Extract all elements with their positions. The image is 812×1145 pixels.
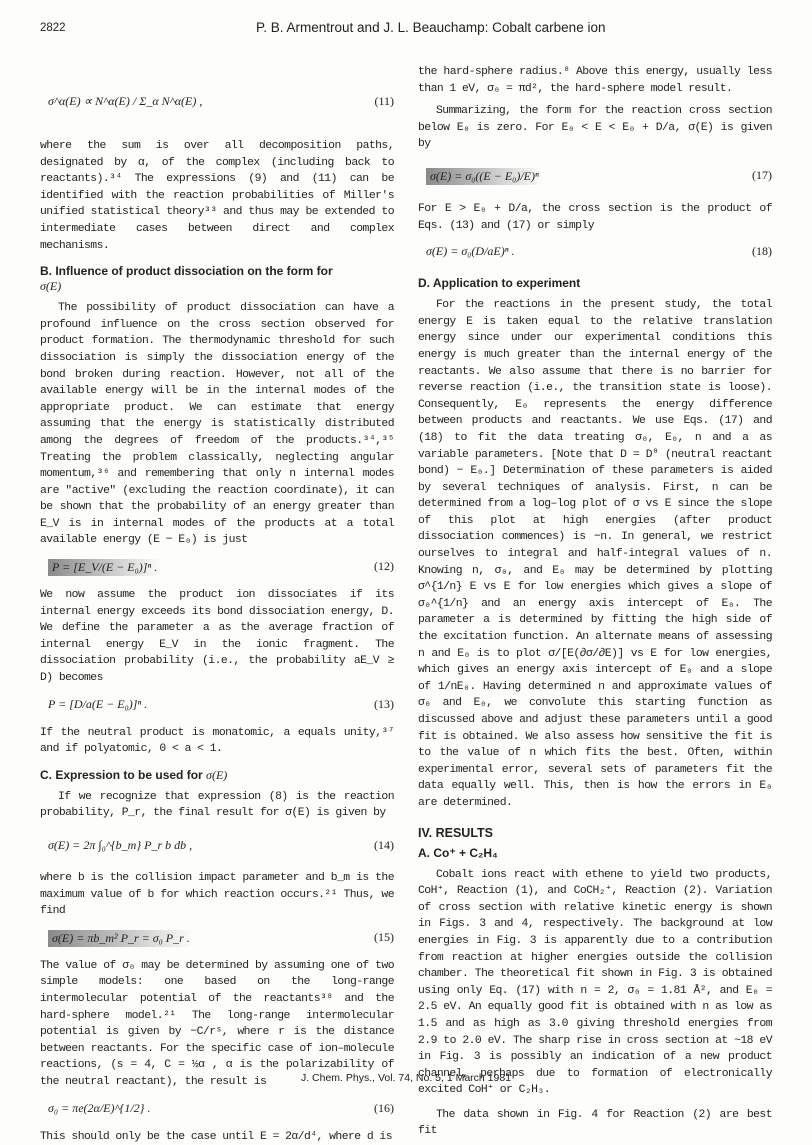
paragraph: The possibility of product dissociation can have a profound influence on the cross section observed for product formation. The thermodynamic threshold for such dissociation is simply the dissociation energy of the bond broken during reaction. However, not all of the available energy will be in the internal modes of the appropriate product. We can estimate that energy assuming that the energy is statistically distributed among the degrees of freedom of the products.³⁴,³⁵ Treating the problem classically, neglecting angular momentum,³⁶ and remembering that only n internal modes are "active" (excluding the reaction coordinate), it can be shown that the probability of an energy greater than E_V is in internal modes of the products at a total available energy (E − E₀) is just [40,302,394,547]
paragraph: We now assume the product ion dissociates if its internal energy exceeds its bond dissociation energy, D. We define the parameter a as the average fraction of internal energy E_V in the ionic fragment. The dissociation probability (i.e., the probability aE_V ≥ D) becomes [40,589,394,685]
paragraph: For E > E₀ + D/a, the cross section is the product of Eqs. (13) and (17) or simply [418,202,772,232]
section-heading-c-symbol: σ(E) [206,767,228,782]
equation-17 [418,159,772,195]
equation-13-expression: P = [D/a(E − E₀)]ⁿ . [48,696,148,711]
paragraph: where b is the collision impact parameter and b_m is the maximum value of b for which reaction occurs.²¹ Thus, we find [40,872,394,918]
equation-16-expression: σ₀ = πe(2α/E)^{1/2} . [48,1100,151,1115]
equation-17-expression: σ(E) = σ₀((E − E₀)/E)ⁿ [426,168,543,185]
equation-15-number: (15) [374,929,394,944]
equation-12 [40,555,394,581]
equation-18 [418,240,772,266]
section-heading-results: IV. RESULTS [418,825,494,840]
paragraph: This should only be the case until E = 2α/d⁴, where d is [40,1130,392,1143]
equation-12-number: (12) [374,559,394,574]
paragraph: The value of σ₀ may be determined by assuming one of two simple models: one based on the long-range intermolecular potential of the reactants³⁸ and the hard-sphere model.²¹ The long-range intermolecular potential is given by −C/rˢ, where r is the distance between reactants. For the specific case of ion–molecule reactions, (s = 4, C = ½α , α is the polarizability of the neutral reactant), the result is [40,959,394,1088]
section-heading-c-text: C. Expression to be used for [40,767,203,782]
paragraph: where the sum is over all decomposition paths, designated by α, of the complex (including back to reactants).³⁴ The expressions (9) and (11) can be identified with the reaction probabilities of Miller's unified statistical theory³³ and thus may be extended to intermediate cases between direct and complex mechanisms. [40,140,394,252]
paragraph: If the neutral product is monatomic, a equals unity,³⁷ and if polyatomic, 0 < a < 1. [40,726,394,756]
equation-17-number: (17) [752,167,772,182]
equation-15 [40,926,394,952]
equation-13 [40,693,394,719]
equation-16 [40,1097,394,1123]
running-title: P. B. Armentrout and J. L. Beauchamp: Cobalt carbene ion [256,20,606,35]
journal-citation: J. Chem. Phys., Vol. 74, No. 5, 1 March 1981 [300,1072,512,1084]
equation-14 [40,828,394,864]
section-heading-b-symbol: σ(E) [40,279,62,294]
section-heading-a: A. Co⁺ + C₂H₄ [418,845,498,860]
paragraph: For the reactions in the present study, the total energy E is taken equal to the relative translation energy since under our experimental conditions this energy is much greater than the internal energy of the reactants. We also assume that there is no barrier for reverse reaction (i.e., the transition state is loose). Consequently, E₀ represents the energy difference between products and reactants. We use Eqs. (17) and (18) to fit the data treating σ₀, E₀, n and a as variable parameters. [Note that D = D⁰ (neutral reactant bond) − E₀.] Determination of these parameters is aided by several techniques of analysis. First, n can be determined from a log–log plot of σ vs E since the slope of this plot at high energies (after product dissociation commences) is −n. In general, we restrict ourselves to integral and half-integral values of n. Knowing n, σ₀, and E₀ may be determined by plotting σ^{1/n} E vs E for low energies which gives a slope of σ₀^{1/n} and an energy axis intercept of E₀. The parameter a is determined by fitting the high side of the excitation function. An alternate means of assessing n and E₀ is to plot σ/[E(∂σ/∂E)] vs E for low energies, which gives an energy axis intercept of E₀ and a slope of 1/nE₀. Having determined n and approximate values of σ₀ and E₀, we convolute this starting function as discussed above and adjust these parameters until a good fit is obtained. We also assess how sensitive the fit is to the value of n which fits the best. Often, within experimental error, several sets of parameters fit the data equally well. This, then is how the errors in E₀ are determined. [418,299,772,809]
section-heading-b [40,264,394,294]
equation-14-expression: σ(E) = 2π ∫₀^{b_m} P_r b db , [48,838,193,852]
equation-11 [40,80,394,132]
equation-11-number: (11) [374,94,394,108]
paragraph: Cobalt ions react with ethene to yield two products, CoH⁺, Reaction (1), and CoCH₂⁺, Reaction (2). Variation of cross section with relative kinetic energy is shown in Figs. 3 and 4, respectively. The background at low energies in Fig. 3 is apparently due to a contribution from reaction at higher energies outside the collision chamber. The theoretical fit shown in Fig. 3 is obtained using only Eq. (17) with n = 2, σ₀ = 1.81 Å², and E₀ = 2.5 eV. An equally good fit is obtained with n as low as 1.5 and as high as 3.0 giving threshold energies from 2.9 to 2.0 eV. The sharp rise in cross section at ~18 eV in Fig. 3 is possibly an indication of a new product channel, perhaps due to formation of electronically excited CoH⁺ or C₂H₃. [418,868,772,1097]
left-column [40,74,394,1145]
paragraph: Summarizing, the form for the reaction cross section below E₀ is zero. For E₀ < E < E₀ + D/a, σ(E) is given by [418,105,772,151]
paragraph: If we recognize that expression (8) is the reaction probability, P_r, the final result for σ(E) is given by [40,790,394,820]
section-heading-d: D. Application to experiment [418,276,581,291]
section-heading-b-text: B. Influence of product dissociation on the form for [40,264,333,279]
equation-18-number: (18) [752,244,772,259]
equation-16-number: (16) [374,1100,394,1115]
right-column [418,64,772,1140]
equation-15-expression: σ(E) = πb_m² P_r = σ₀ P_r . [48,930,194,947]
equation-13-number: (13) [374,696,394,711]
page-number: 2822 [40,22,66,34]
equation-18-expression: σ(E) = σ₀(D/aE)ⁿ . [426,244,515,259]
equation-12-expression: P = [E_V/(E − E₀)]ⁿ . [48,559,161,576]
paragraph: the hard-sphere radius.⁸ Above this energy, usually less than 1 eV, σ₀ = πd², the hard-sphere model result. [418,66,772,95]
paragraph: The data shown in Fig. 4 for Reaction (2) are best fit [418,1108,772,1138]
equation-14-number: (14) [374,838,394,852]
equation-11-expression: σ^α(E) ∝ N^α(E) / Σ_α N^α(E) , [48,94,203,108]
section-heading-c [40,768,394,783]
